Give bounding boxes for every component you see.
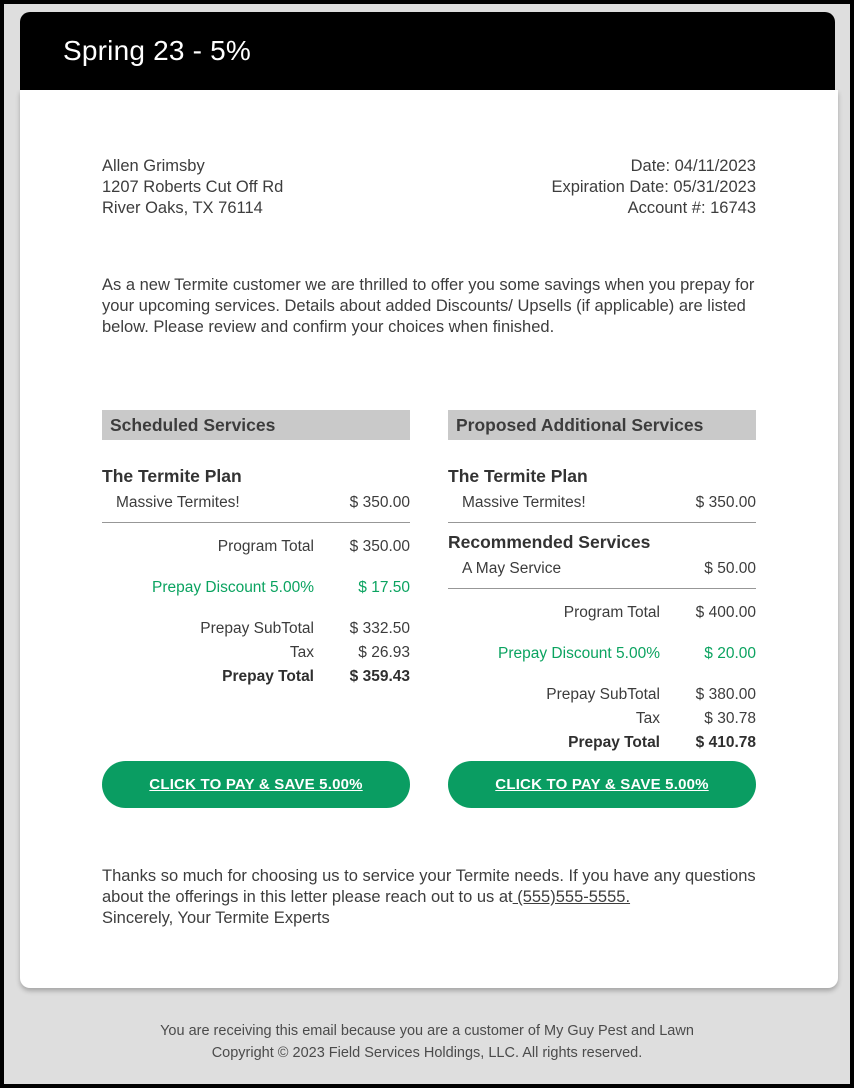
- prepay-total-label: Prepay Total: [222, 668, 314, 685]
- tax-value: $ 30.78: [704, 710, 756, 727]
- signature-line: Sincerely, Your Termite Experts: [102, 909, 330, 927]
- tax-row: [448, 709, 756, 729]
- account-number: Account #: 16743: [627, 199, 756, 217]
- tax-label: Tax: [635, 710, 660, 727]
- divider: [102, 522, 410, 523]
- program-total-value: $ 400.00: [695, 604, 756, 621]
- tax-value: $ 26.93: [358, 644, 410, 661]
- intro-paragraph: As a new Termite customer we are thrilled to offer you some savings when you prepay for your upcoming services. Details about added Discounts/ Upsells (if applicable) are listed below. Please review and confirm your choices when finished.: [102, 276, 755, 336]
- service-item-row: [102, 493, 410, 513]
- prepay-discount-label: Prepay Discount 5.00%: [152, 579, 314, 596]
- prepay-subtotal-row: [448, 685, 756, 705]
- prepay-discount-value: $ 20.00: [704, 645, 756, 662]
- recipient-street: 1207 Roberts Cut Off Rd: [102, 178, 284, 196]
- prepay-subtotal-row: [102, 619, 410, 639]
- service-item-label: A May Service: [462, 560, 562, 577]
- program-total-row: [102, 537, 410, 557]
- proposed-plan-title: The Termite Plan: [448, 466, 588, 486]
- prepay-subtotal-label: Prepay SubTotal: [200, 620, 314, 637]
- pay-save-button-scheduled[interactable]: CLICK TO PAY & SAVE 5.00%: [102, 761, 410, 808]
- recommended-services-title: Recommended Services: [448, 532, 651, 552]
- service-item-row: [448, 559, 756, 579]
- program-total-label: Program Total: [217, 538, 314, 555]
- prepay-total-value: $ 410.78: [695, 734, 756, 751]
- program-total-row: [448, 603, 756, 623]
- letter-body: [20, 90, 838, 988]
- email-footer: [4, 988, 850, 1064]
- prepay-subtotal-value: $ 380.00: [695, 686, 756, 703]
- email-header-banner: [20, 12, 835, 90]
- prepay-total-value: $ 359.43: [349, 668, 410, 685]
- proposed-services-column: [448, 410, 756, 808]
- service-item-price: $ 50.00: [704, 560, 756, 577]
- service-item-row: [448, 493, 756, 513]
- divider: [448, 522, 756, 523]
- divider: [448, 588, 756, 589]
- letter-meta: [551, 156, 756, 219]
- services-columns: [102, 410, 756, 808]
- prepay-total-row: [102, 667, 410, 687]
- prepay-discount-row: [102, 578, 410, 598]
- scheduled-services-column: [102, 410, 410, 808]
- recipient-name: Allen Grimsby: [102, 157, 205, 175]
- tax-label: Tax: [289, 644, 314, 661]
- service-item-price: $ 350.00: [349, 494, 410, 511]
- footer-line-2: Copyright © 2023 Field Services Holdings, LLC. All rights reserved.: [211, 1045, 643, 1061]
- closing-text: Thanks so much for choosing us to service your Termite needs. If you have any questions about the offerings in this letter please reach out to us at: [102, 867, 756, 906]
- tax-row: [102, 643, 410, 663]
- proposed-services-header: Proposed Additional Services: [448, 410, 756, 440]
- prepay-discount-row: [448, 644, 756, 664]
- service-item-label: Massive Termites!: [462, 494, 586, 511]
- program-total-label: Program Total: [563, 604, 660, 621]
- service-item-label: Massive Termites!: [116, 494, 240, 511]
- scheduled-services-header: Scheduled Services: [102, 410, 410, 440]
- prepay-subtotal-value: $ 332.50: [349, 620, 410, 637]
- service-item-price: $ 350.00: [695, 494, 756, 511]
- address-meta-row: [102, 156, 756, 219]
- email-title: Spring 23 - 5%: [63, 35, 252, 66]
- pay-save-button-proposed[interactable]: CLICK TO PAY & SAVE 5.00%: [448, 761, 756, 808]
- footer-line-1: You are receiving this email because you are a customer of My Guy Pest and Lawn: [160, 1023, 694, 1039]
- letter-date: Date: 04/11/2023: [630, 157, 756, 175]
- program-total-value: $ 350.00: [349, 538, 410, 555]
- expiration-date: Expiration Date: 05/31/2023: [551, 178, 756, 196]
- prepay-total-row: [448, 733, 756, 753]
- recipient-address: [102, 156, 283, 219]
- prepay-subtotal-label: Prepay SubTotal: [546, 686, 660, 703]
- prepay-total-label: Prepay Total: [568, 734, 660, 751]
- closing-paragraph: [102, 866, 770, 929]
- scheduled-plan-title: The Termite Plan: [102, 466, 242, 486]
- phone-link[interactable]: (555)555-5555.: [512, 888, 631, 906]
- prepay-discount-value: $ 17.50: [358, 579, 410, 596]
- prepay-discount-label: Prepay Discount 5.00%: [498, 645, 660, 662]
- recipient-city: River Oaks, TX 76114: [102, 199, 263, 217]
